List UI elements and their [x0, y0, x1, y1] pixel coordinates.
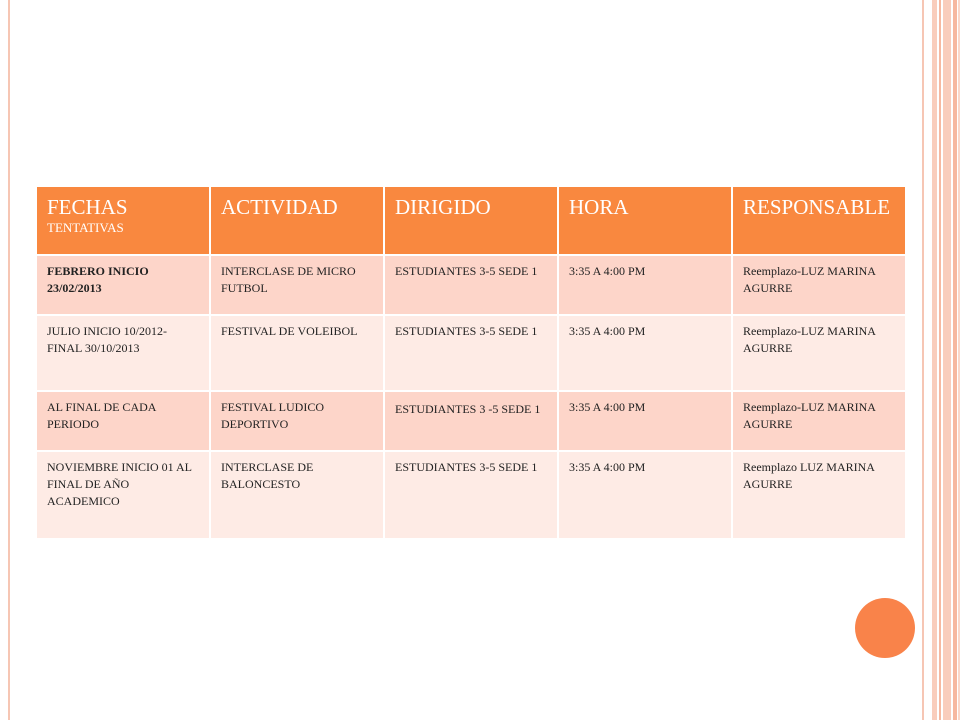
cell-fechas: NOVIEMBRE INICIO 01 AL FINAL DE AÑO ACADEMICO [36, 451, 210, 539]
header-actividad [210, 186, 384, 255]
cell-responsable: Reemplazo LUZ MARINA AGURRE [732, 451, 906, 539]
cell-dirigido: ESTUDIANTES 3-5 SEDE 1 [384, 255, 558, 315]
cell-dirigido: ESTUDIANTES 3-5 SEDE 1 [384, 451, 558, 539]
cell-dirigido: ESTUDIANTES 3 -5 SEDE 1 [384, 391, 558, 451]
decorative-stripe [953, 0, 957, 720]
header-label: RESPONSABLE [743, 195, 891, 219]
table-row [36, 451, 906, 539]
cell-actividad: INTERCLASE DE BALONCESTO [210, 451, 384, 539]
cell-actividad: FESTIVAL DE VOLEIBOL [210, 315, 384, 391]
cell-fechas: AL FINAL DE CADA PERIODO [36, 391, 210, 451]
cell-actividad: FESTIVAL LUDICO DEPORTIVO [210, 391, 384, 451]
cell-responsable: Reemplazo-LUZ MARINA AGURRE [732, 391, 906, 451]
header-fechas [36, 186, 210, 255]
decorative-stripe [932, 0, 937, 720]
cell-fechas: FEBRERO INICIO 23/02/2013 [36, 255, 210, 315]
table-header-row [36, 186, 906, 255]
header-sublabel: TENTATIVAS [47, 220, 124, 235]
cell-hora: 3:35 A 4:00 PM [558, 391, 732, 451]
table-row [36, 255, 906, 315]
decorative-stripe [943, 0, 951, 720]
table-row [36, 391, 906, 451]
cell-hora: 3:35 A 4:00 PM [558, 315, 732, 391]
header-label: HORA [569, 195, 629, 219]
decorative-circle [855, 598, 915, 658]
header-label: DIRIGIDO [395, 195, 491, 219]
cell-hora: 3:35 A 4:00 PM [558, 451, 732, 539]
header-responsable [732, 186, 906, 255]
cell-hora: 3:35 A 4:00 PM [558, 255, 732, 315]
header-hora [558, 186, 732, 255]
schedule-table [35, 185, 907, 540]
cell-dirigido: ESTUDIANTES 3-5 SEDE 1 [384, 315, 558, 391]
cell-fechas: JULIO INICIO 10/2012- FINAL 30/10/2013 [36, 315, 210, 391]
table-row [36, 315, 906, 391]
header-label: ACTIVIDAD [221, 195, 338, 219]
cell-responsable: Reemplazo-LUZ MARINA AGURRE [732, 315, 906, 391]
cell-responsable: Reemplazo-LUZ MARINA AGURRE [732, 255, 906, 315]
header-dirigido [384, 186, 558, 255]
decorative-stripe [939, 0, 941, 720]
header-label: FECHAS [47, 195, 128, 219]
cell-actividad: INTERCLASE DE MICRO FUTBOL [210, 255, 384, 315]
